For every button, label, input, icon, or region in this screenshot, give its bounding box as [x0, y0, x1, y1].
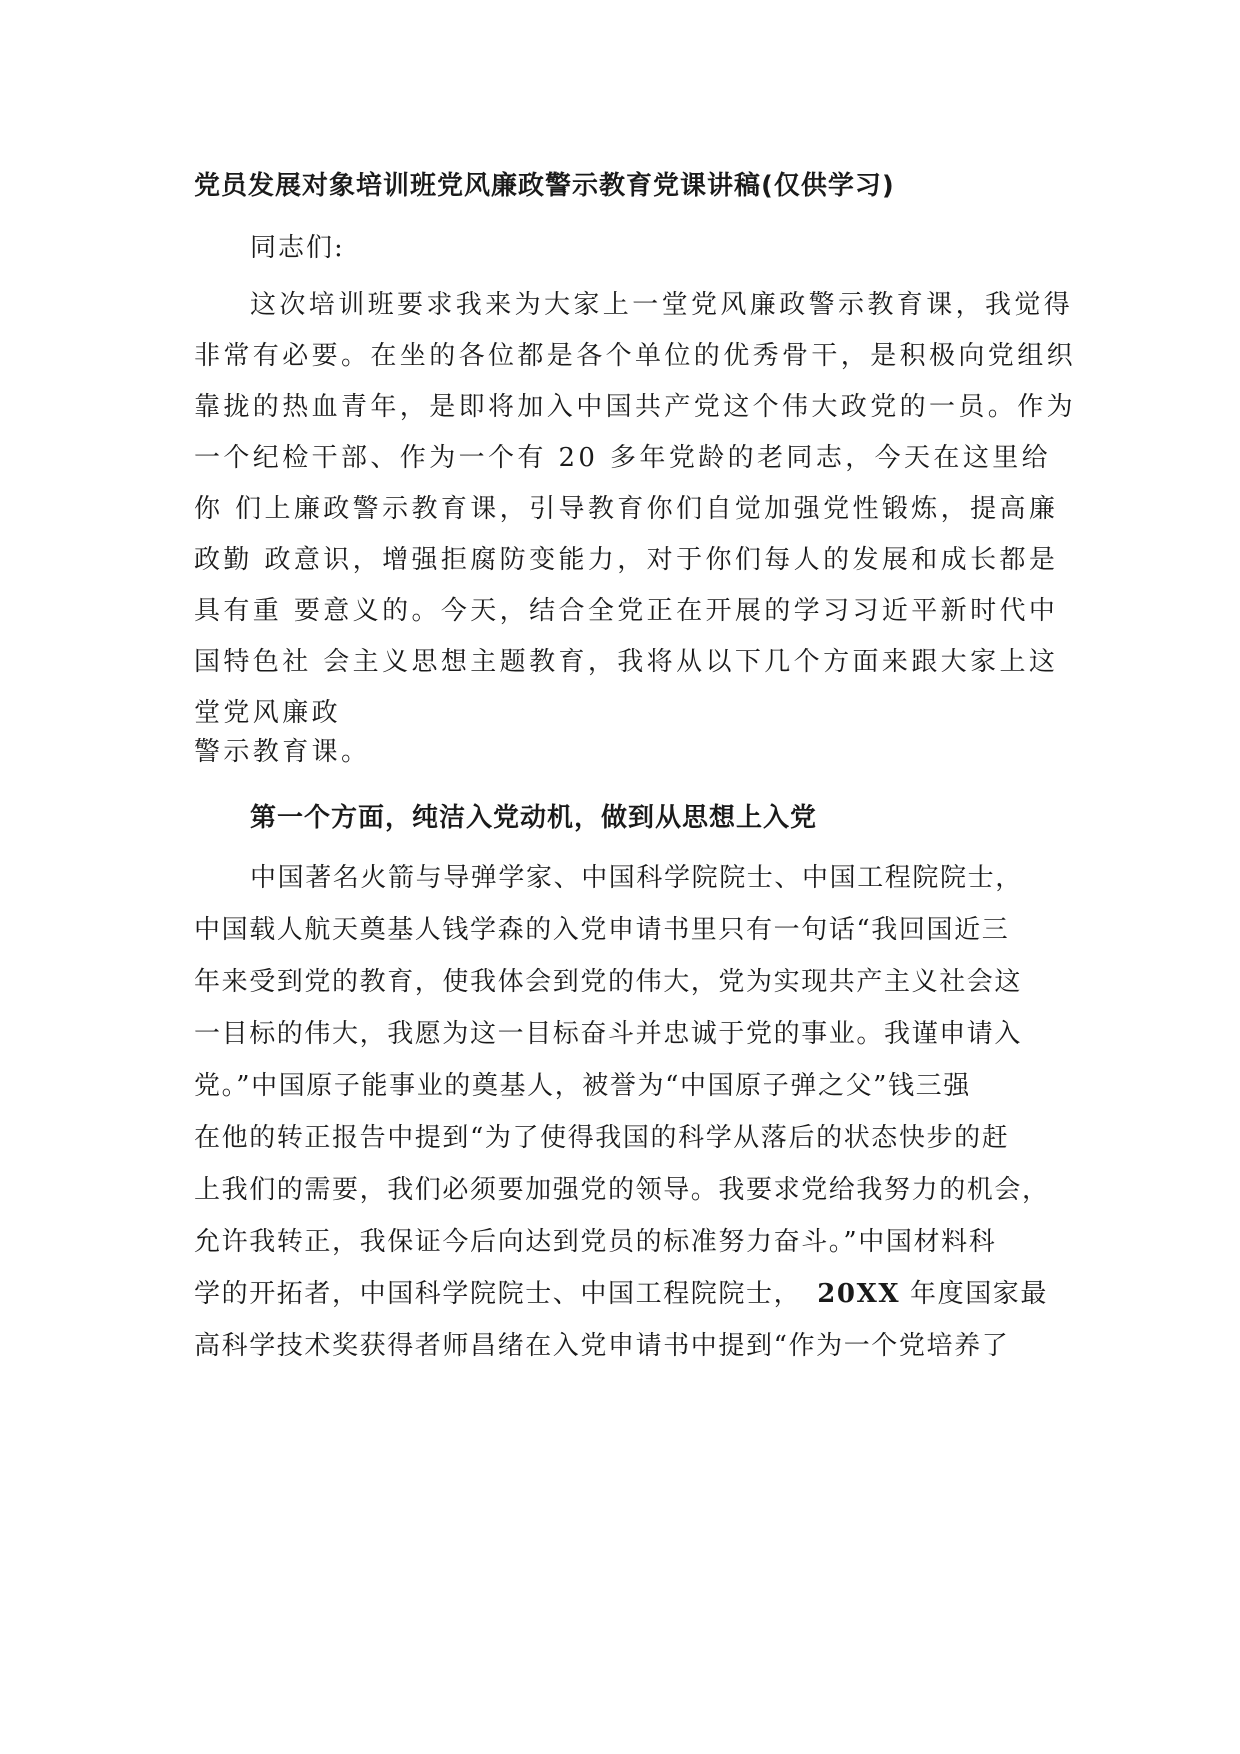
- section-line-text: 年度国家最: [900, 1279, 1049, 1309]
- intro-line: 具有重 要意义的。今天，结合全党正在开展的学习习近平新时代中: [194, 596, 1059, 626]
- intro-line: 这次培训班要求我来为大家上一堂党风廉政警示教育课，我觉得: [250, 290, 1074, 320]
- intro-line: 政勤 政意识，增强拒腐防变能力，对于你们每人的发展和成长都是: [194, 545, 1059, 575]
- section-line: 中国载人航天奠基人钱学森的入党申请书里只有一句话“我回国近三: [194, 915, 1010, 945]
- section-line: 高科学技术奖获得者师昌绪在入党申请书中提到“作为一个党培养了: [194, 1331, 1010, 1361]
- section-line-text: 学的开拓者，中国科学院院士、中国工程院院士，: [194, 1279, 802, 1309]
- section-line: [194, 1276, 1048, 1312]
- document-title: 党员发展对象培训班党风廉政警示教育党课讲稿(仅供学习): [194, 171, 895, 201]
- intro-line: 非常有必要。在坐的各位都是各个单位的优秀骨干，是积极向党组织: [194, 341, 1077, 371]
- intro-line: 你 们上廉政警示教育课，引导教育你们自觉加强党性锻炼，提高廉: [194, 494, 1059, 524]
- intro-line: 警示教育课。: [194, 737, 371, 767]
- section-line: 上我们的需要，我们必须要加强党的领导。我要求党给我努力的机会，: [194, 1175, 1050, 1205]
- year-placeholder: 20XX: [817, 1279, 901, 1309]
- intro-line: 靠拢的热血青年，是即将加入中国共产党这个伟大政党的一员。作为: [194, 392, 1077, 422]
- section-line: 在他的转正报告中提到“为了使得我国的科学从落后的状态快步的赶: [194, 1123, 1010, 1153]
- section-line: 允许我转正，我保证今后向达到党员的标准努力奋斗。”中国材料科: [194, 1227, 997, 1257]
- intro-line: 国特色社 会主义思想主题教育，我将从以下几个方面来跟大家上这: [194, 647, 1059, 677]
- salutation: 同志们:: [250, 233, 345, 263]
- section-line: 中国著名火箭与导弹学家、中国科学院院士、中国工程院院士，: [250, 863, 1023, 893]
- section-heading: 第一个方面，纯洁入党动机，做到从思想上入党: [250, 803, 818, 833]
- section-line: 党。”中国原子能事业的奠基人，被誉为“中国原子弹之父”钱三强: [194, 1071, 971, 1101]
- intro-line: 堂党风廉政: [194, 698, 342, 728]
- section-line: 年来受到党的教育，使我体会到党的伟大，党为实现共产主义社会这: [194, 967, 1023, 997]
- section-line: 一目标的伟大，我愿为这一目标奋斗并忠诚于党的事业。我谨申请入: [194, 1019, 1023, 1049]
- intro-line: 一个纪检干部、作为一个有 20 多年党龄的老同志，今天在这里给: [194, 443, 1052, 473]
